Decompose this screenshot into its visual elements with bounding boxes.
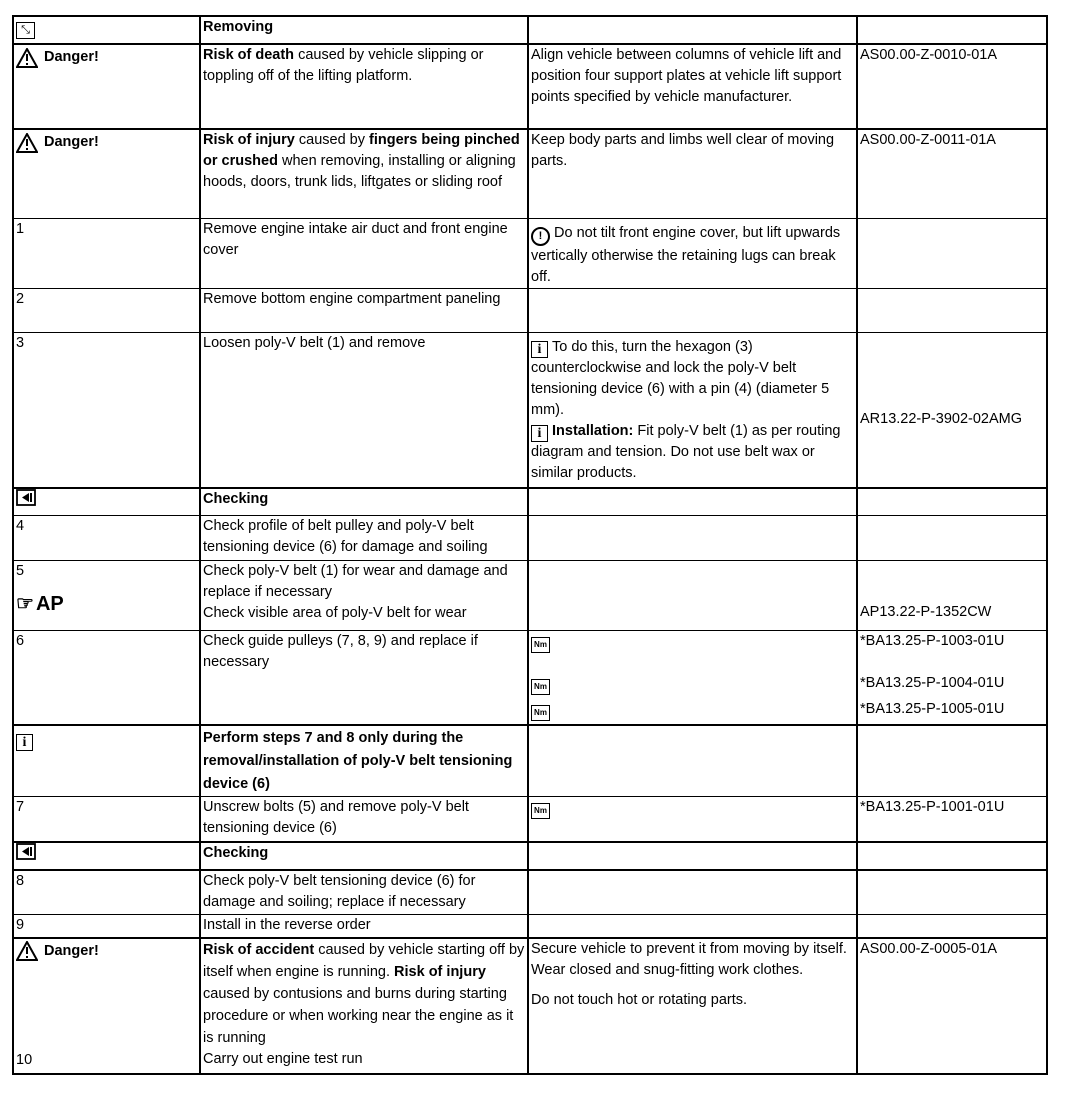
step-description: Remove bottom engine compartment paneling: [200, 288, 528, 332]
info-icon: i: [531, 425, 548, 442]
step-description: Unscrew bolts (5) and remove poly-V belt tensioning device (6): [200, 797, 528, 842]
notice-icon: !: [531, 227, 550, 246]
danger-label: Danger!: [16, 939, 197, 962]
step-description: Install in the reverse order: [200, 915, 528, 938]
table-row: [13, 218, 1047, 288]
removal-symbol-icon: ⤡: [16, 22, 35, 39]
document-reference[interactable]: *BA13.25-P-1005-01U: [860, 700, 1005, 717]
document-reference[interactable]: *BA13.25-P-1001-01U: [857, 797, 1047, 842]
additional-procedure-label: ☞ AP: [16, 592, 64, 615]
info-icon: i: [16, 734, 33, 751]
table-row: [13, 288, 1047, 332]
step-note: Do not touch hot or rotating parts.: [531, 991, 748, 1008]
warning-triangle-icon: [16, 941, 38, 961]
table-row: [13, 515, 1047, 560]
torque-icon[interactable]: Nm: [531, 637, 550, 653]
document-reference[interactable]: *BA13.25-P-1003-01U: [860, 632, 1005, 649]
step-note: ! Do not tilt front engine cover, but lift upwards vertically otherwise the retaining lugs can break off.: [528, 218, 857, 288]
procedure-table: [12, 15, 1048, 1075]
section-heading-removing: Removing: [200, 16, 528, 44]
table-row: [13, 842, 1047, 870]
step-number: 3: [13, 332, 200, 488]
table-row: [13, 870, 1047, 915]
step-number: 9: [13, 915, 200, 938]
step-number: 7: [13, 797, 200, 842]
step-description: Check poly-V belt (1) for wear and damage and replace if necessary: [203, 562, 508, 600]
info-icon: i: [531, 341, 548, 358]
torque-icon[interactable]: Nm: [531, 803, 550, 819]
document-reference[interactable]: AS00.00-Z-0011-01A: [857, 129, 1047, 218]
warning-triangle-icon: [16, 48, 38, 68]
step-description: Risk of injury caused by fingers being pinched or crushed when removing, installing or aligning hoods, doors, trunk lids, liftgates or sliding roof: [200, 129, 528, 218]
danger-label: Danger!: [16, 130, 197, 153]
step-number: 10: [16, 1051, 33, 1068]
step-note: Align vehicle between columns of vehicle lift and position four support plates at vehicle lift support points specified by vehicle manufacturer.: [528, 44, 857, 129]
table-row: [13, 915, 1047, 938]
step-description: Check poly-V belt tensioning device (6) for damage and soiling; replace if necessary: [200, 870, 528, 915]
step-description: Carry out engine test run: [203, 1050, 363, 1067]
step-number: 2: [13, 288, 200, 332]
pointing-hand-icon: ☞: [16, 592, 34, 615]
torque-icon[interactable]: Nm: [531, 705, 550, 721]
document-reference[interactable]: AS00.00-Z-0005-01A: [857, 938, 1047, 1074]
step-number: 5: [16, 562, 25, 579]
step-note: i To do this, turn the hexagon (3) counterclockwise and lock the poly-V belt tensioning device (6) with a pin (4) (diameter 5 mm). i Installation: Fit poly-V belt (1) as per routing diagram and tension. Do not use belt wax or similar products.: [528, 332, 857, 488]
table-row: [13, 797, 1047, 842]
document-reference[interactable]: AR13.22-P-3902-02AMG: [857, 332, 1047, 488]
step-description: Risk of accident caused by vehicle starting off by itself when engine is running. Risk of injury caused by contusions and burns during starting procedure or when working near the engine as it is running: [203, 941, 525, 1046]
step-description: Remove engine intake air duct and front engine cover: [200, 218, 528, 288]
torque-icon[interactable]: Nm: [531, 679, 550, 695]
step-description: Risk of death caused by vehicle slipping or toppling off of the lifting platform.: [200, 44, 528, 129]
table-row: [13, 560, 1047, 630]
step-description: Check profile of belt pulley and poly-V belt tensioning device (6) for damage and soiling: [200, 515, 528, 560]
step-note: Keep body parts and limbs well clear of moving parts.: [528, 129, 857, 218]
step-number: 4: [13, 515, 200, 560]
step-number: 6: [13, 630, 200, 725]
document-reference[interactable]: AS00.00-Z-0010-01A: [857, 44, 1047, 129]
document-reference[interactable]: *BA13.25-P-1004-01U: [860, 674, 1005, 691]
danger-label: Danger!: [16, 45, 197, 68]
info-note: Perform steps 7 and 8 only during the removal/installation of poly-V belt tensioning device (6): [200, 725, 528, 797]
warning-triangle-icon: [16, 133, 38, 153]
table-row: [13, 16, 1047, 44]
table-row: [13, 630, 1047, 725]
table-row: [13, 725, 1047, 797]
step-description: Loosen poly-V belt (1) and remove: [200, 332, 528, 488]
section-heading-checking: Checking: [200, 842, 528, 870]
table-row: [13, 938, 1047, 1074]
checking-symbol-icon: [16, 843, 36, 860]
table-row: [13, 488, 1047, 515]
document-reference[interactable]: AP13.22-P-1352CW: [860, 603, 992, 620]
table-row: [13, 129, 1047, 218]
step-description: Check visible area of poly-V belt for wear: [203, 604, 467, 621]
step-note: Wear closed and snug-fitting work clothes.: [531, 961, 804, 978]
step-note: Secure vehicle to prevent it from moving by itself.: [531, 940, 847, 957]
table-row: [13, 332, 1047, 488]
step-number: 8: [13, 870, 200, 915]
table-row: [13, 44, 1047, 129]
checking-symbol-icon: [16, 489, 36, 506]
step-description: Check guide pulleys (7, 8, 9) and replace if necessary: [200, 630, 528, 725]
step-number: 1: [13, 218, 200, 288]
section-heading-checking: Checking: [200, 488, 528, 515]
